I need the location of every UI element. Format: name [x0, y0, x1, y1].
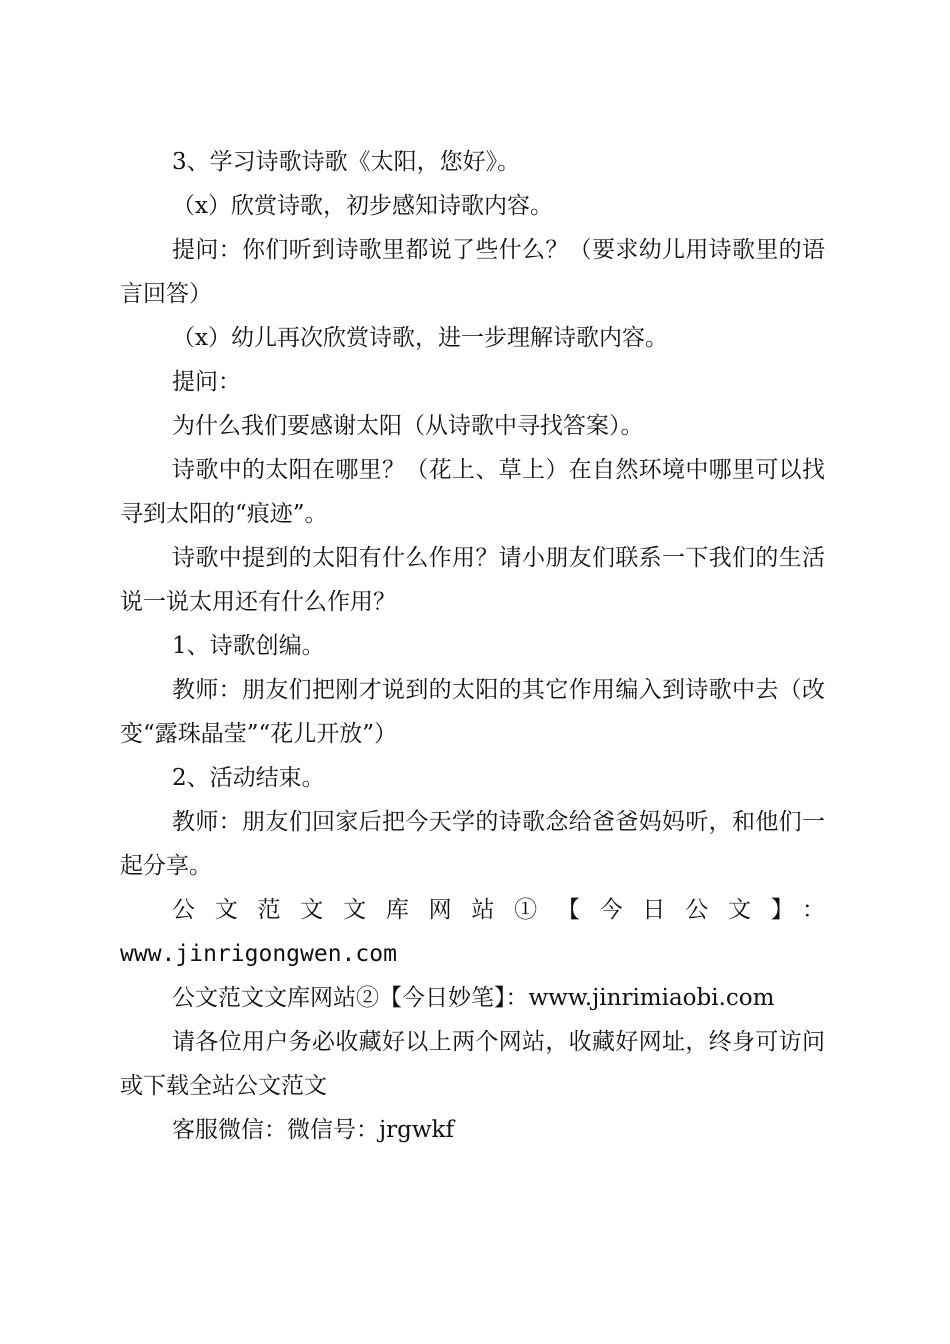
- customer-service-wechat: 客服微信：微信号：jrgwkf: [172, 1117, 454, 1143]
- paragraph-poem-creation: 1、诗歌创编。: [172, 633, 325, 659]
- paragraph-question-content: 提问：你们听到诗歌里都说了些什么？（要求幼儿用诗歌里的语言回答）: [120, 237, 825, 307]
- site1-label: 公文范文文库网站①【今日公文】：: [172, 897, 825, 923]
- paragraph-thank-sun: 为什么我们要感谢太阳（从诗歌中寻找答案）。: [172, 413, 644, 439]
- paragraph-where-sun: 诗歌中的太阳在哪里？（花上、草上）在自然环境中哪里可以找寻到太阳的“痕迹”。: [120, 457, 825, 527]
- paragraph-sun-function: 诗歌中提到的太阳有什么作用？请小朋友们联系一下我们的生活说一说太用还有什么作用？: [120, 545, 825, 615]
- paragraph-teacher-share: 教师：朋友们回家后把今天学的诗歌念给爸爸妈妈听，和他们一起分享。: [120, 809, 825, 879]
- paragraph-appreciate-poem: （x）欣赏诗歌，初步感知诗歌内容。: [172, 193, 553, 219]
- site2-line[interactable]: 公文范文文库网站②【今日妙笔】：www.jinrimiaobi.com: [172, 985, 775, 1011]
- site1-url[interactable]: www.jinrigongwen.com: [120, 941, 397, 967]
- paragraph-activity-end: 2、活动结束。: [172, 765, 325, 791]
- paragraph-question-label: 提问：: [172, 369, 241, 395]
- document-body: [120, 140, 825, 1152]
- reminder-text: 请各位用户务必收藏好以上两个网站，收藏好网址，终身可访问或下载全站公文范文: [120, 1029, 825, 1099]
- paragraph-section-3-title: 3、学习诗歌诗歌《太阳，您好》。: [172, 149, 521, 175]
- paragraph-teacher-creation: 教师：朋友们把刚才说到的太阳的其它作用编入到诗歌中去（改变“露珠晶莹”“花儿开放”）: [120, 677, 825, 747]
- paragraph-re-appreciate: （x）幼儿再次欣赏诗歌，进一步理解诗歌内容。: [172, 325, 668, 351]
